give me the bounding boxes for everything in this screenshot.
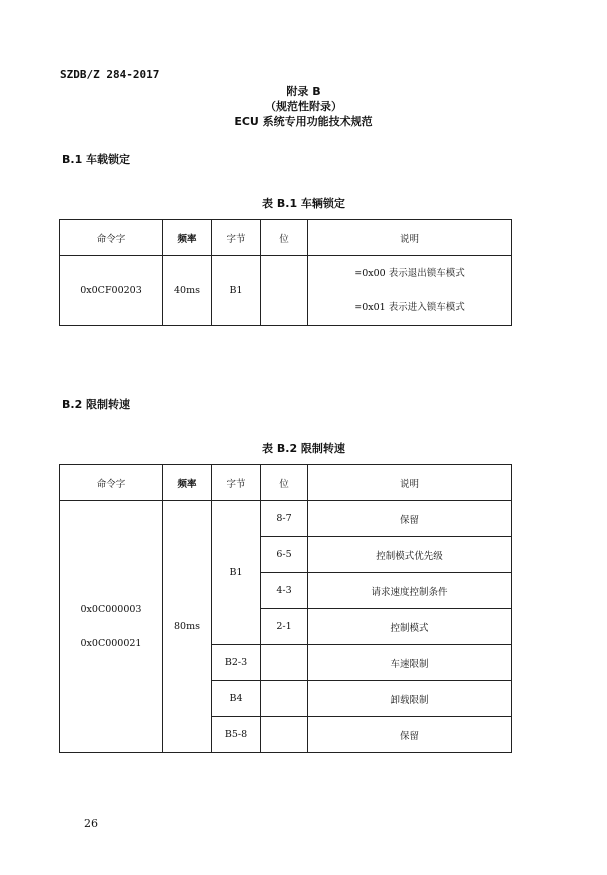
desc-line-1: =0x00 表示退出锁车模式 [354,267,465,279]
cell-description: 控制模式优先级 [308,537,512,573]
cell-frequency: 80ms [163,501,212,753]
desc-line-2: =0x01 表示进入锁车模式 [354,301,465,313]
col-header-description: 说明 [308,220,512,256]
section-b1-heading: B.1 车载锁定 [62,153,131,166]
cell-byte-b1: B1 [212,501,261,645]
table-b2 [59,464,512,753]
cell-byte: B2-3 [212,645,261,681]
cell-description: 保留 [308,501,512,537]
cell-bit: 6-5 [261,537,308,573]
appendix-title: 附录 B [286,85,321,98]
cell-bit [261,256,308,326]
cell-description [308,256,512,326]
table-b1-caption: 表 B.1 车辆锁定 [262,197,345,210]
col-header-frequency: 频率 [163,465,212,501]
command-2: 0x0C000021 [80,637,142,649]
cell-description: 保留 [308,717,512,753]
col-header-command: 命令字 [60,220,163,256]
cell-description: 车速限制 [308,645,512,681]
cell-commands [60,501,163,753]
cell-bit: 8-7 [261,501,308,537]
appendix-type: （规范性附录） [265,100,342,113]
cell-description: 控制模式 [308,609,512,645]
table-row [60,501,512,537]
cell-bit: 4-3 [261,573,308,609]
cell-bit [261,681,308,717]
cell-bit: 2-1 [261,609,308,645]
cell-bit [261,645,308,681]
cell-description: 卸载限制 [308,681,512,717]
col-header-bit: 位 [261,220,308,256]
table-b1 [59,219,512,326]
cell-bit [261,717,308,753]
cell-byte: B1 [212,256,261,326]
col-header-command: 命令字 [60,465,163,501]
page-number: 26 [84,817,98,830]
cell-description: 请求速度控制条件 [308,573,512,609]
cell-byte: B5-8 [212,717,261,753]
appendix-name: ECU 系统专用功能技术规范 [234,115,373,128]
cell-command: 0x0CF00203 [60,256,163,326]
col-header-byte: 字节 [212,220,261,256]
command-1: 0x0C000003 [80,603,142,615]
col-header-byte: 字节 [212,465,261,501]
cell-byte: B4 [212,681,261,717]
cell-frequency: 40ms [163,256,212,326]
table-row [60,256,512,326]
col-header-description: 说明 [308,465,512,501]
standard-code: SZDB/Z 284-2017 [60,68,160,81]
col-header-frequency: 频率 [163,220,212,256]
col-header-bit: 位 [261,465,308,501]
section-b2-heading: B.2 限制转速 [62,398,131,411]
table-b2-caption: 表 B.2 限制转速 [262,442,345,455]
